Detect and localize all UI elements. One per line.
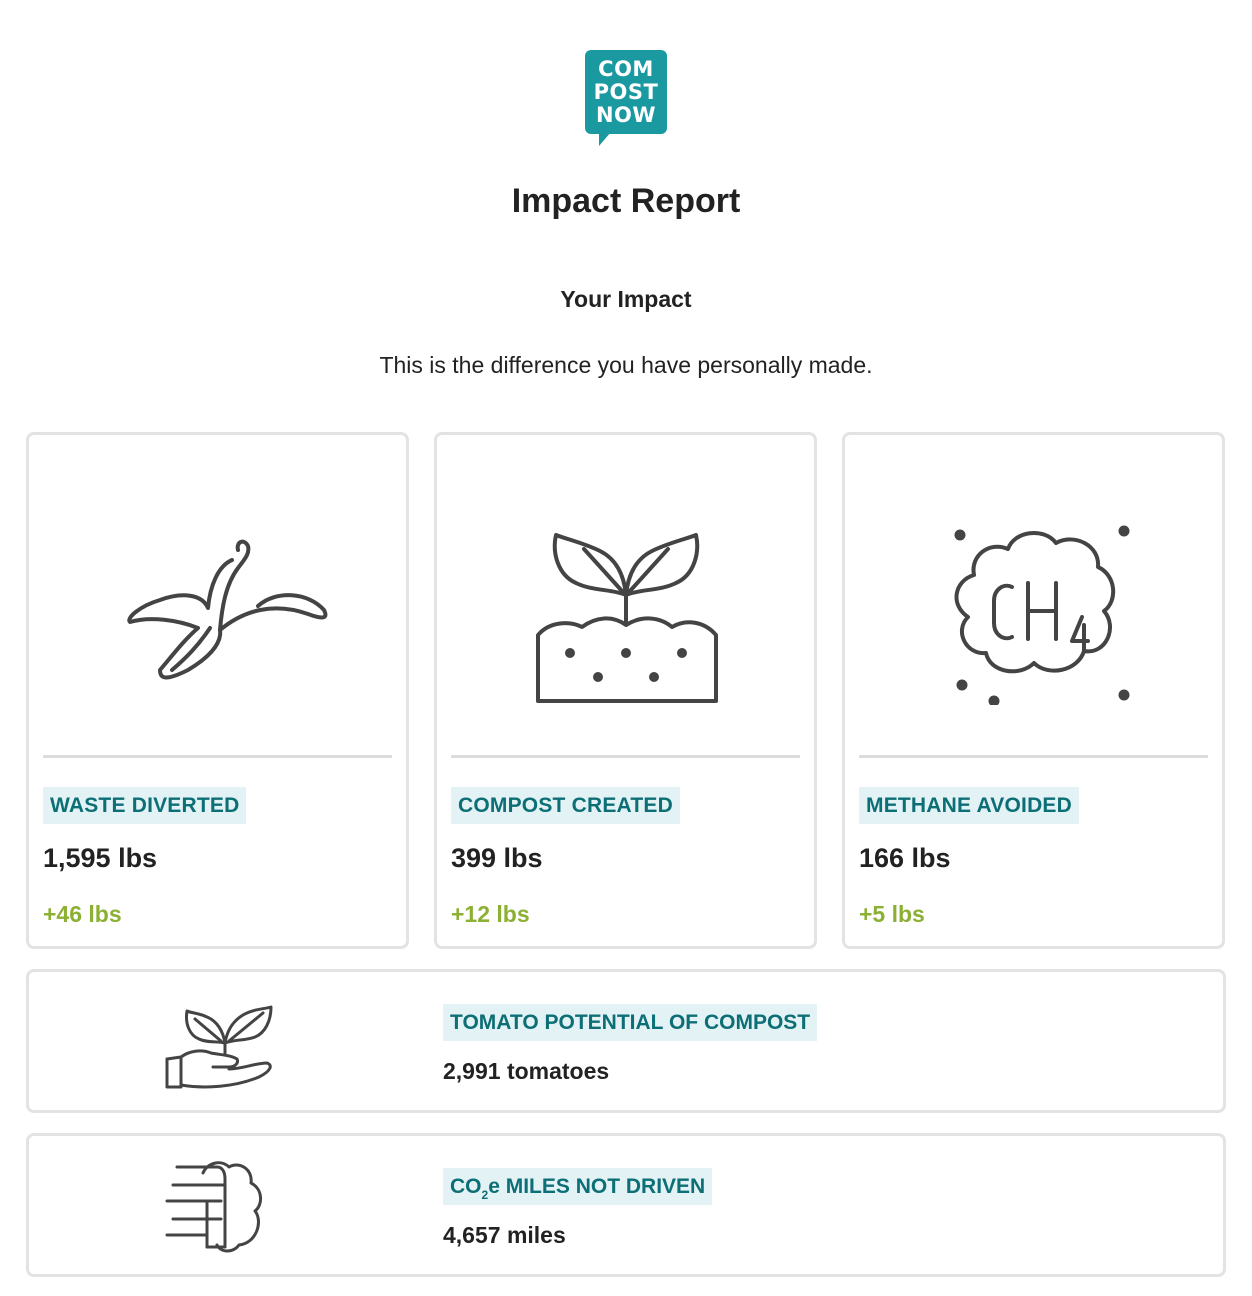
- card-value: 1,595 lbs: [43, 843, 158, 873]
- card-label: METHANE AVOIDED: [859, 787, 1079, 824]
- card-divider: [451, 755, 800, 758]
- banana-peel-icon: [29, 475, 406, 735]
- hand-sprout-icon: [159, 988, 279, 1094]
- card-divider: [859, 755, 1208, 758]
- card-divider: [43, 755, 392, 758]
- row-label: TOMATO POTENTIAL OF COMPOST: [443, 1004, 817, 1041]
- card-methane-avoided: [842, 432, 1225, 949]
- compost-now-logo: [585, 50, 667, 150]
- sprout-soil-icon: [437, 475, 814, 735]
- card-compost-created: [434, 432, 817, 949]
- card-delta: +46 lbs: [43, 901, 122, 927]
- logo-line-1: COM: [598, 56, 654, 81]
- section-description: This is the difference you have personally made.: [379, 352, 873, 378]
- row-tomato-potential: [26, 969, 1226, 1113]
- card-delta: +12 lbs: [451, 901, 530, 927]
- card-label: COMPOST CREATED: [451, 787, 680, 824]
- logo-speech-tail: [599, 132, 611, 146]
- row-value: 2,991 tomatoes: [443, 1058, 610, 1084]
- logo-badge: [585, 50, 667, 134]
- card-label: WASTE DIVERTED: [43, 787, 246, 824]
- card-value: 166 lbs: [859, 843, 951, 873]
- car-exhaust-icon: [159, 1152, 279, 1258]
- section-title: Your Impact: [560, 286, 692, 312]
- logo-suffix: .ORG: [638, 127, 661, 136]
- row-value: 4,657 miles: [443, 1222, 566, 1248]
- row-label-prefix: CO: [450, 1175, 482, 1198]
- row-label-suffix: e MILES NOT DRIVEN: [488, 1175, 706, 1198]
- row-label-subscript: 2: [481, 1188, 489, 1202]
- row-miles-not-driven: [26, 1133, 1226, 1277]
- card-waste-diverted: [26, 432, 409, 949]
- logo-line-3: NOW: [595, 102, 657, 127]
- methane-cloud-icon: [845, 475, 1222, 735]
- card-value: 399 lbs: [451, 843, 543, 873]
- page-title: Impact Report: [511, 182, 741, 220]
- logo-line-2: POST: [593, 79, 659, 104]
- row-label: [443, 1168, 712, 1205]
- card-delta: +5 lbs: [859, 901, 925, 927]
